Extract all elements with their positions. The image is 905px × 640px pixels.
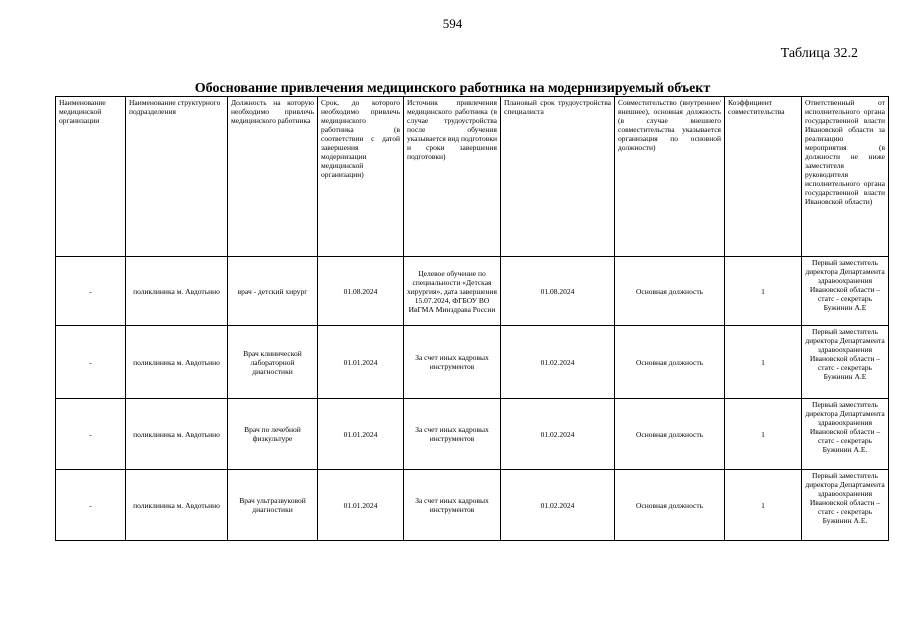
table-body — [56, 257, 889, 541]
cell-combination: Основная должность — [615, 257, 725, 326]
header-row — [56, 97, 889, 257]
staffing-table — [55, 96, 889, 541]
header-org: Наименование медицинской организации — [56, 97, 126, 257]
cell-deadline: 01.08.2024 — [318, 257, 404, 326]
table-row — [56, 257, 889, 326]
cell-deadline: 01.01.2024 — [318, 470, 404, 541]
cell-planned-date: 01.08.2024 — [501, 257, 615, 326]
cell-planned-date: 01.02.2024 — [501, 326, 615, 399]
cell-responsible: Первый заместитель директора Департамента здравоохранения Ивановской области – статс - секретарь Бужинин А.Е. — [802, 399, 889, 470]
cell-combination: Основная должность — [615, 326, 725, 399]
page-title: Обоснование привлечения медицинского работника на модернизируемый объект — [194, 81, 711, 96]
page-number: 594 — [442, 16, 463, 31]
cell-source: Целевое обучение по специальности «Детская хирургия», дата завершения 15.07.2024, ФГБОУ ВО ИвГМА Минздрава России — [404, 257, 501, 326]
cell-department: поликлиника м. Авдотьино — [126, 326, 228, 399]
cell-org: - — [56, 326, 126, 399]
table-row — [56, 326, 889, 399]
table-label: Таблица 32.2 — [780, 46, 858, 61]
header-coefficient: Коэффициент совместительства — [725, 97, 802, 257]
cell-coefficient: 1 — [725, 470, 802, 541]
table-row — [56, 470, 889, 541]
table-header — [56, 97, 889, 257]
cell-responsible: Первый заместитель директора Департамента здравоохранения Ивановской области – статс - секретарь Бужинин А.Е. — [802, 470, 889, 541]
cell-planned-date: 01.02.2024 — [501, 399, 615, 470]
cell-position: Врач ультразвуковой диагностики — [228, 470, 318, 541]
cell-department: поликлиника м. Авдотьино — [126, 257, 228, 326]
cell-coefficient: 1 — [725, 399, 802, 470]
cell-deadline: 01.01.2024 — [318, 399, 404, 470]
cell-position: Врач клинической лабораторной диагностики — [228, 326, 318, 399]
cell-responsible: Первый заместитель директора Департамента здравоохранения Ивановской области – статс - секретарь Бужинин А.Е — [802, 257, 889, 326]
cell-department: поликлиника м. Авдотьино — [126, 470, 228, 541]
cell-coefficient: 1 — [725, 326, 802, 399]
header-department: Наименование структурного подразделения — [126, 97, 228, 257]
header-responsible: Ответственный от исполнительного органа государственной власти Ивановской области за реализацию мероприятия (в должности не ниже заместителя руководителя исполнительного органа государственной власти Ивановской области) — [802, 97, 889, 257]
cell-planned-date: 01.02.2024 — [501, 470, 615, 541]
header-planned-date: Плановый срок трудоустройства специалиста — [501, 97, 615, 257]
table-row — [56, 399, 889, 470]
cell-deadline: 01.01.2024 — [318, 326, 404, 399]
header-source: Источник привлечения медицинского работника (в случае трудоустройства после обучения указывается вид подготовки и сроки завершения подготовки) — [404, 97, 501, 257]
cell-source: За счет иных кадровых инструментов — [404, 399, 501, 470]
cell-org: - — [56, 257, 126, 326]
header-combination: Совместительство (внутреннее/внешнее), основная должность (в случае внешнего совместительства указывается организация по основной должности) — [615, 97, 725, 257]
cell-source: За счет иных кадровых инструментов — [404, 470, 501, 541]
cell-combination: Основная должность — [615, 399, 725, 470]
cell-department: поликлиника м. Авдотьино — [126, 399, 228, 470]
cell-responsible: Первый заместитель директора Департамента здравоохранения Ивановской области – статс - секретарь Бужинин А.Е — [802, 326, 889, 399]
cell-coefficient: 1 — [725, 257, 802, 326]
header-deadline: Срок, до которого необходимо привлечь медицинского работника (в соответствии с датой завершения модернизации медицинской организации) — [318, 97, 404, 257]
cell-org: - — [56, 399, 126, 470]
cell-combination: Основная должность — [615, 470, 725, 541]
cell-position: Врач по лечебной физкультуре — [228, 399, 318, 470]
header-position: Должность на которую необходимо привлечь медицинского работника — [228, 97, 318, 257]
cell-source: За счет иных кадровых инструментов — [404, 326, 501, 399]
cell-position: врач - детский хирург — [228, 257, 318, 326]
cell-org: - — [56, 470, 126, 541]
